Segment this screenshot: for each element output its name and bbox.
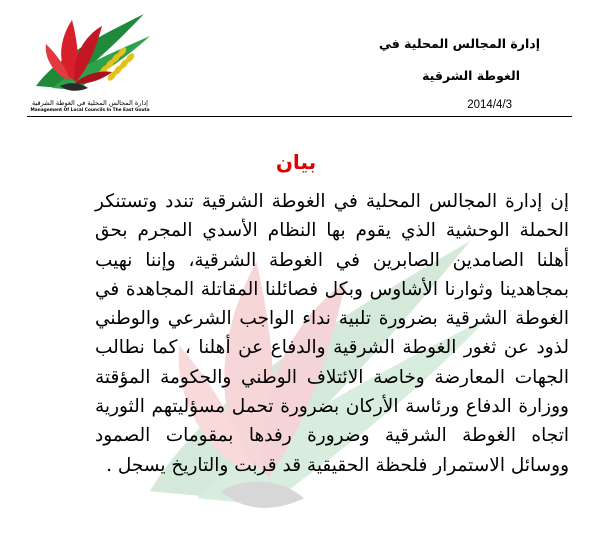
document-date: 2014/4/3 <box>467 99 512 111</box>
flower-wheat-logo-icon <box>26 8 154 100</box>
org-name-line2: الغوطة الشرقية <box>422 68 520 83</box>
logo <box>26 8 154 116</box>
logo-caption-english: Management Of Local Councils In The East Gouta <box>30 108 150 113</box>
document-title: بيان <box>275 150 317 174</box>
org-name-line1: إدارة المجالس المحلية في <box>378 36 540 51</box>
header-divider <box>27 116 572 117</box>
logo-caption-arabic: إدارة المجالس المحلية في الغوطة الشرقية <box>32 99 148 107</box>
statement-body: إن إدارة المجالس المحلية في الغوطة الشرقية تندد وتستنكر الحملة الوحشية الذي يقوم بها النظام الأسدي المجرم بحق أهلنا الصامدين الصابرين في الغوطة الشرقية، وإننا نهيب بمجاهدينا وثوارنا الأشاوس وبكل فصائلنا المقاتلة المجاهدة في الغوطة الشرقية بضرورة تلبية نداء الواجب الشرعي والوطني لذود عن ثغور الغوطة الشرقية والدفاع عن أهلنا ، كما نطالب الجهات المعارضة وخاصة الائتلاف الوطني والحكومة المؤقتة ووزارة الدفاع ورئاسة الأركان بضرورة تحمل مسؤليتهم الثورية اتجاه الغوطة الشرقية وضرورة رفدها بمقومات الصمود ووسائل الاستمرار فلحظة الحقيقية قد قربت والتاريخ يسجل . <box>95 191 569 476</box>
